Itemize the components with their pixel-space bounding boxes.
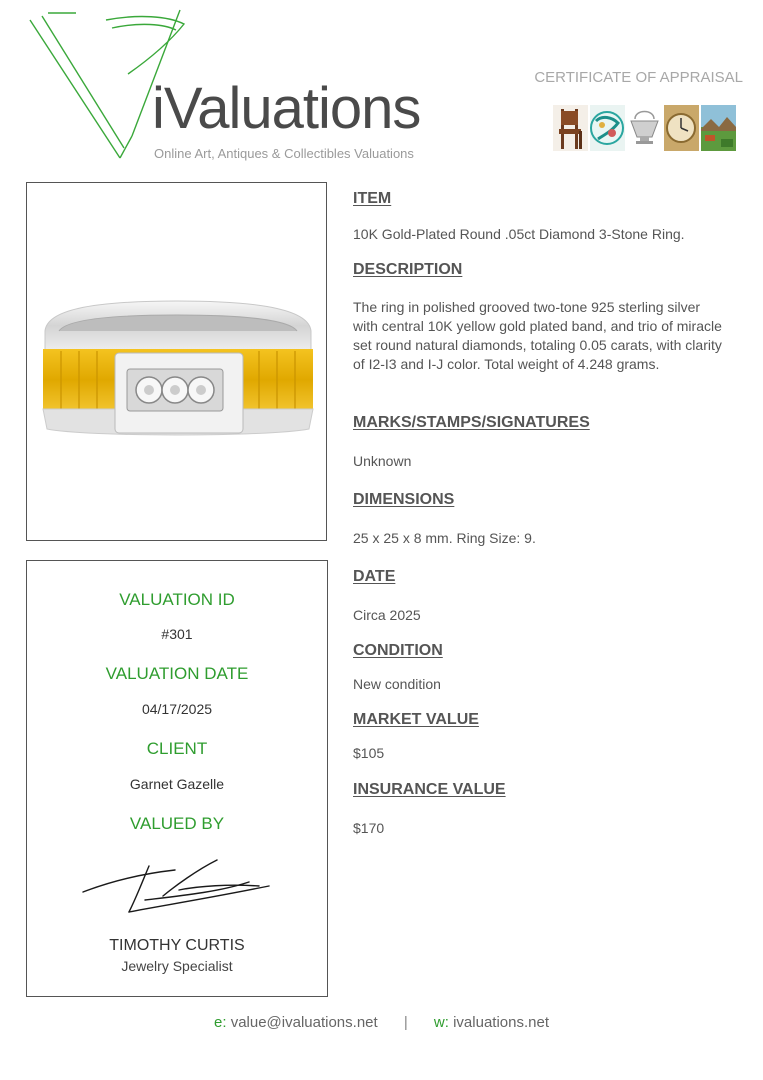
client-value: Garnet Gazelle xyxy=(129,776,225,792)
email-label: e: xyxy=(214,1014,227,1031)
date-heading: DATE xyxy=(353,568,396,585)
silver-basket-thumbnail-icon xyxy=(627,105,662,151)
date-text: Circa 2025 xyxy=(353,607,421,623)
certificate-title: CERTIFICATE OF APPRAISAL xyxy=(534,69,743,86)
marks-heading: MARKS/STAMPS/SIGNATURES xyxy=(353,414,590,431)
email-link[interactable]: value@ivaluations.net xyxy=(230,1014,378,1031)
chair-thumbnail-icon xyxy=(553,105,588,151)
item-text: 10K Gold-Plated Round .05ct Diamond 3-Stone Ring. xyxy=(353,226,685,242)
landscape-painting-thumbnail-icon xyxy=(701,105,736,151)
client-label: CLIENT xyxy=(146,739,208,758)
web-link[interactable]: ivaluations.net xyxy=(453,1014,549,1031)
market-value-heading: MARKET VALUE xyxy=(353,711,479,728)
appraiser-title: Jewelry Specialist xyxy=(121,958,233,974)
valuation-info-panel xyxy=(26,560,328,997)
valuation-id-label: VALUATION ID xyxy=(119,590,235,609)
footer-contact xyxy=(0,1014,763,1031)
dimensions-heading: DIMENSIONS xyxy=(353,491,455,508)
appraiser-signature-icon xyxy=(79,856,275,920)
appraiser-name: TIMOTHY CURTIS xyxy=(109,937,245,954)
insurance-value-heading: INSURANCE VALUE xyxy=(353,781,506,798)
brand-tagline: Online Art, Antiques & Collectibles Valuations xyxy=(154,146,414,161)
condition-text: New condition xyxy=(353,676,441,692)
plate-thumbnail-icon xyxy=(590,105,625,151)
category-thumbnails xyxy=(553,105,736,151)
dimensions-text: 25 x 25 x 8 mm. Ring Size: 9. xyxy=(353,530,536,546)
valued-by-label: VALUED BY xyxy=(129,814,225,833)
description-heading: DESCRIPTION xyxy=(353,261,463,278)
brand-name: iValuations xyxy=(152,76,421,141)
web-label: w: xyxy=(433,1014,449,1031)
clock-thumbnail-icon xyxy=(664,105,699,151)
marks-text: Unknown xyxy=(353,453,412,469)
condition-heading: CONDITION xyxy=(353,642,443,659)
item-heading: ITEM xyxy=(353,190,392,207)
description-text: The ring in polished grooved two-tone 925 sterling silver with central 10K yellow gold plated band, and trio of miracle set round natural diamonds, totaling 0.05 carats, with clarity of I2-I3 and I-J color. Total weight of 4.248 grams. xyxy=(353,299,722,372)
valuation-date-label: VALUATION DATE xyxy=(105,664,249,683)
market-value-text: $105 xyxy=(353,745,385,761)
item-image-frame xyxy=(26,182,327,541)
valuation-date-value: 04/17/2025 xyxy=(141,701,213,717)
ring-photo-icon xyxy=(27,183,326,540)
valuation-id-value: #301 xyxy=(161,626,193,642)
footer-separator: | xyxy=(403,1014,408,1031)
insurance-value-text: $170 xyxy=(353,820,385,836)
